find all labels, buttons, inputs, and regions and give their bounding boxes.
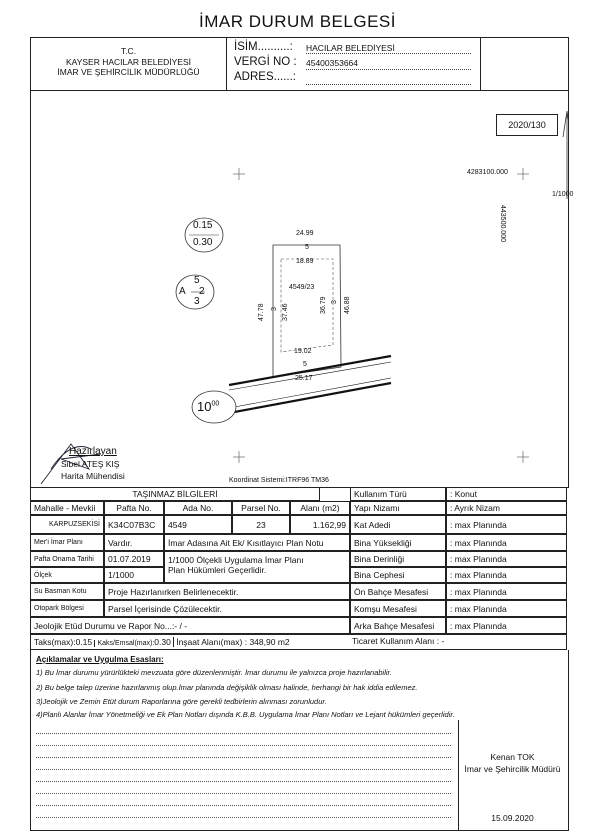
kaks-value: 0.30: [154, 637, 171, 647]
rule-label: Arka Bahçe Mesafesi: [350, 617, 446, 634]
plan-note-label: İmar Adasına Ait Ek/ Kısıtlayıcı Plan Notu: [164, 534, 350, 551]
jeoloji-label: Jeolojik Etüd Durumu ve Rapor No...:- / -: [30, 617, 350, 634]
adres-label: ADRES......:: [234, 71, 296, 83]
rule-value: max Planında: [454, 570, 507, 580]
rule-label: Ticaret Kullanım Alanı: [352, 636, 435, 646]
rule-separator: :: [450, 520, 455, 530]
col-alan: Alanı (m2): [290, 501, 350, 515]
rule-value: Konut: [454, 489, 477, 499]
rule-label: Kullanım Türü: [350, 487, 446, 501]
dim-bottom-outer: 25.17: [295, 375, 313, 382]
rule-value: Ayrık Nizam: [454, 503, 500, 513]
note-item: 3)Jeolojik ve Zemin Etüt durum Raporlarına göre gerekli tedbirlerin alınması zorunludur.: [36, 697, 327, 706]
dim-right-inner: 36.79: [320, 296, 327, 314]
rule-value-cell: [446, 617, 567, 634]
org-line-1: T.C.: [120, 46, 137, 56]
parcel-id: 4549/23: [289, 284, 315, 291]
road: [229, 356, 391, 413]
road-width: [197, 399, 219, 414]
col-parsel: Parsel No.: [232, 501, 290, 515]
map-area: [30, 89, 574, 488]
rule-value: max Planında: [454, 604, 507, 614]
rule-separator: :: [450, 604, 455, 614]
coord-north: 4283100.000: [467, 169, 508, 176]
rule-separator: :: [450, 587, 455, 597]
rule-value: max Planında: [454, 621, 507, 631]
block-right: 2: [199, 286, 205, 297]
rule-separator: :: [434, 636, 442, 646]
note-blank-line: [36, 805, 451, 806]
capacity-row: [30, 634, 567, 650]
basman-value: Proje Hazırlanırken Belirlenecektir.: [104, 583, 350, 600]
dim-top-outer: 24.99: [296, 230, 314, 237]
plan-note-line-2: Plan Hükümleri Geçerlidir.: [168, 565, 267, 575]
rule-value-cell: [446, 515, 567, 534]
page-title: İMAR DURUM BELGESİ: [199, 12, 396, 31]
note-blank-line: [36, 769, 451, 770]
block-left: A: [179, 286, 186, 297]
applicant-block: [228, 38, 481, 90]
taks-value: 0.15: [75, 637, 93, 647]
col-mahalle: Mahalle - Mevkii: [30, 501, 104, 515]
alan-value: 1.162,99: [290, 515, 350, 534]
signatory-name: Kenan TOK: [490, 752, 535, 762]
insaat-value: 348,90 m2: [249, 637, 290, 647]
note-item: 4)Planlı Alanlar İmar Yönetmeliği ve Ek Plan Notları dışında K.B.B. Uygulama İmar Planı Notları ve Lejant hükümleri geçerlidir.: [36, 710, 455, 719]
note-item: 1) Bu İmar durumu yürürlükteki mevzuata göre düzenlenmiştir. İmar durumu ile yalnızca proje hazırlanabilir.: [36, 668, 392, 677]
coordinate-system: Koordinat Sistemi:ITRF96 TM36: [229, 477, 329, 484]
note-item: 2) Bu belge talep üzerine hazırlanmış olup.İmar planında değişiklik olması halinde, herhangi bir hak iddia edilemez.: [36, 683, 418, 692]
pafta-value: K34C07B3C: [104, 515, 164, 534]
document-number: 2020/130: [496, 114, 558, 136]
rule-value-cell: [446, 551, 567, 567]
rule-label: Komşu Mesafesi: [350, 600, 446, 617]
org-line-2: KAYSER HACILAR BELEDİYESİ: [65, 56, 192, 67]
rule-value-cell: [446, 501, 567, 515]
rule-value-cell: [446, 567, 567, 583]
map-scale: 1/1000: [552, 191, 574, 198]
rule-separator: :: [450, 570, 455, 580]
rule-separator: :: [450, 538, 455, 548]
col-pafta: Pafta No.: [104, 501, 164, 515]
rule-value: max Planında: [454, 554, 507, 564]
kaks-value-label: 0.30: [193, 237, 213, 248]
signature-date: 15.09.2020: [491, 813, 534, 823]
plan-note-line-1: 1/1000 Ölçekli Uygulama İmar Planı: [168, 555, 304, 565]
road-width-value: 10: [197, 399, 212, 414]
rule-value-cell: [446, 583, 567, 600]
rule-label: Bina Yüksekliği: [350, 534, 446, 551]
isim-value: HACILAR BELEDİYESİ: [306, 43, 395, 53]
dim-left-inner: 37.46: [282, 303, 289, 321]
olcek-label: Ölçek: [30, 567, 104, 583]
rule-value: -: [441, 636, 445, 646]
vergi-label: VERGİ NO :: [234, 56, 297, 68]
onama-label: Pafta Onama Tarihi: [30, 551, 104, 567]
block-top: 5: [194, 275, 200, 286]
note-blank-line: [36, 733, 451, 734]
note-blank-line: [36, 781, 451, 782]
rule-value-cell: [446, 534, 567, 551]
organization-block: [31, 38, 227, 90]
rule-label: Bina Cephesi: [350, 567, 446, 583]
section-title: TAŞINMAZ BİLGİLERİ: [30, 487, 320, 501]
notes-title: Açıklamalar ve Uygulma Esasları:: [36, 655, 164, 664]
mahalle-value: KARPUZSEKİSİ: [30, 515, 104, 534]
rule-value-cell: [446, 487, 567, 501]
taks-value-label: 0.15: [193, 220, 213, 231]
plan-note-value: [164, 551, 350, 583]
rule-label: Yapı Nizamı: [350, 501, 446, 515]
signatory-title: İmar ve Şehircilik Müdürü: [464, 764, 561, 774]
ada-value: 4549: [164, 515, 232, 534]
parsel-value: 23: [232, 515, 290, 534]
meri-value: Vardır.: [104, 534, 164, 551]
rule-row-ticaret: [352, 636, 444, 646]
road-width-decimals: 00: [211, 400, 220, 408]
rule-separator: :: [450, 554, 455, 564]
dim-right-set: 3: [331, 300, 338, 304]
note-blank-line: [36, 745, 451, 746]
note-blank-line: [36, 817, 451, 818]
dim-left-outer: 47.78: [258, 303, 265, 321]
rule-value: max Planında: [454, 520, 507, 530]
meri-label: Mer'i İmar Planı: [30, 534, 104, 551]
prepared-label: Hazırlayan: [69, 446, 117, 457]
dim-bottom-set: 5: [303, 361, 307, 368]
dim-top-inner: 18.89: [296, 258, 314, 265]
coord-east: 443500.000: [499, 205, 506, 242]
rule-value-cell: [446, 600, 567, 617]
dim-top-set: 5: [305, 244, 309, 251]
olcek-value: 1/1000: [104, 567, 164, 583]
col-ada: Ada No.: [164, 501, 232, 515]
taks-label: Taks(max):: [34, 637, 76, 647]
isim-label: İSİM..........:: [234, 41, 293, 53]
block-bottom: 3: [194, 296, 200, 307]
note-blank-line: [36, 793, 451, 794]
prepared-title: Harita Mühendisi: [61, 471, 125, 481]
rule-label: Kat Adedi: [350, 515, 446, 534]
rule-separator: :: [450, 489, 455, 499]
rule-separator: :: [450, 621, 455, 631]
kaks-label: Kaks/Emsal(max):: [94, 640, 154, 647]
dim-bottom-inner: 19.02: [294, 348, 312, 355]
rule-value: max Planında: [454, 587, 507, 597]
onama-value: 01.07.2019: [104, 551, 164, 567]
north-arrow-icon: [563, 111, 568, 199]
prepared-name: Sibel ATEŞ KIŞ: [61, 459, 120, 469]
dim-right-outer: 46.88: [344, 296, 351, 314]
grid-cross-marks: [233, 168, 529, 463]
note-blank-line: [36, 757, 451, 758]
basman-label: Su Basman Kotu: [30, 583, 104, 600]
dim-left-set: 3: [271, 307, 278, 311]
insaat-label: İnşaat Alanı(max) :: [173, 637, 247, 647]
rule-value: max Planında: [454, 538, 507, 548]
vergi-value: 45400353664: [306, 58, 359, 68]
otopark-label: Otopark Bölgesi: [30, 600, 104, 617]
org-line-3: İMAR VE ŞEHİRCİLİK MÜDÜRLÜĞÜ: [57, 67, 200, 77]
rule-label: Ön Bahçe Mesafesi: [350, 583, 446, 600]
otopark-value: Parsel İçerisinde Çözülecektir.: [104, 600, 350, 617]
rule-label: Bina Derinliği: [350, 551, 446, 567]
header-box: [30, 37, 569, 91]
rule-separator: :: [450, 503, 455, 513]
